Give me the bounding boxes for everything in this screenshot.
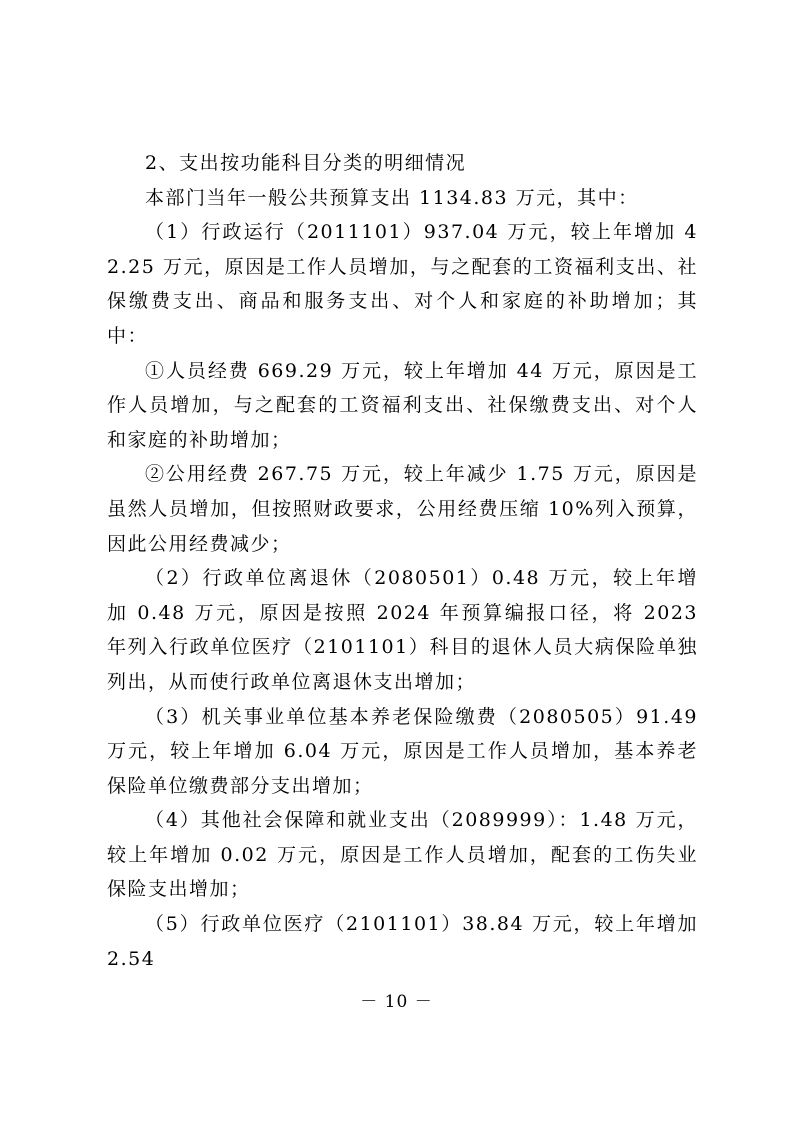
paragraph-item-5: （5）行政单位医疗（2101101）38.84 万元，较上年增加 2.54	[107, 913, 698, 970]
page-number: － 10 －	[360, 992, 433, 1012]
section-heading: 2、支出按功能科目分类的明细情况	[145, 152, 467, 174]
paragraph-total-expenditure: 本部门当年一般公共预算支出 1134.83 万元，其中：	[145, 186, 639, 209]
paragraph-item-1-personnel: ①人员经费 669.29 万元，较上年增加 44 万元，原因是工作人员增加，与之配套的工资福利支出、社保缴费支出、对个人和家庭的补助增加；	[107, 359, 698, 451]
paragraph-item-1: （1）行政运行（2011101）937.04 万元，较上年增加 42.25 万元，原因是工作人员增加，与之配套的工资福利支出、社保缴费支出、商品和服务支出、对个人和家庭的补助增加；其中：	[107, 221, 698, 347]
paragraph-item-1-public: ②公用经费 267.75 万元，较上年减少 1.75 万元，原因是虽然人员增加，但按照财政要求，公用经费压缩 10%列入预算，因此公用经费减少；	[107, 463, 698, 555]
paragraph-item-2: （2）行政单位离退休（2080501）0.48 万元，较上年增加 0.48 万元，原因是按照 2024 年预算编报口径，将 2023 年列入行政单位医疗（2101101）科目的退休人员大病保险单独列出，从而使行政单位离退休支出增加；	[107, 567, 698, 693]
document-body	[107, 146, 698, 976]
paragraph-item-4: （4）其他社会保障和就业支出（2089999）：1.48 万元，较上年增加 0.02 万元，原因是工作人员增加，配套的工伤失业保险支出增加；	[107, 809, 698, 901]
paragraph-item-3: （3）机关事业单位基本养老保险缴费（2080505）91.49 万元，较上年增加 6.04 万元，原因是工作人员增加，基本养老保险单位缴费部分支出增加；	[107, 705, 698, 797]
